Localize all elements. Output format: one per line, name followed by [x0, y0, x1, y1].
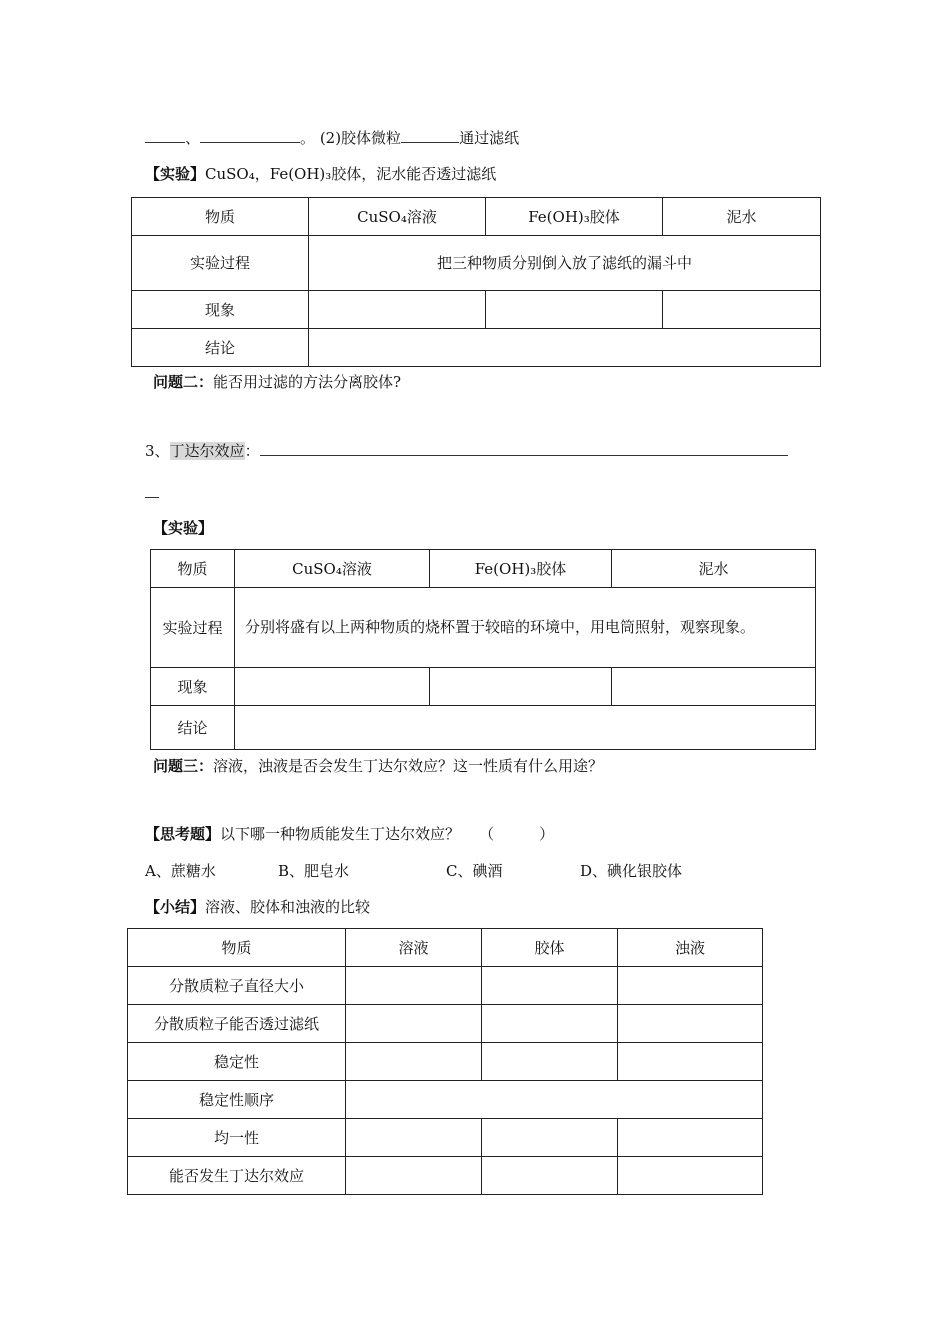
row-label: 实验过程	[151, 588, 235, 668]
process-text: 分别将盛有以上两种物质的烧杯置于较暗的环境中，用电筒照射，观察现象。	[235, 588, 816, 668]
highlighted-term: 丁达尔效应	[169, 442, 245, 460]
answer-cell[interactable]	[346, 1119, 482, 1157]
experiment-2-table	[150, 549, 816, 750]
answer-cell[interactable]	[482, 1119, 618, 1157]
experiment-1-heading: 【实验】CuSO₄，Fe(OH)₃胶体，泥水能否透过滤纸	[145, 165, 497, 183]
row-label: 稳定性	[128, 1043, 346, 1081]
answer-cell[interactable]	[482, 1043, 618, 1081]
option-d: D、碘化银胶体	[580, 862, 683, 880]
row-label: 现象	[151, 668, 235, 706]
table-header: 泥水	[663, 198, 821, 236]
row-label: 均一性	[128, 1119, 346, 1157]
table-header: 溶液	[346, 929, 482, 967]
row-label: 实验过程	[132, 236, 309, 291]
answer-cell[interactable]	[346, 1081, 763, 1119]
question-2: 问题二：能否用过滤的方法分离胶体?	[153, 373, 402, 391]
summary-table	[127, 928, 763, 1195]
answer-cell[interactable]	[235, 668, 430, 706]
answer-cell[interactable]	[618, 1157, 763, 1195]
answer-blank[interactable]	[145, 129, 185, 143]
row-label: 现象	[132, 291, 309, 329]
answer-cell[interactable]	[346, 1043, 482, 1081]
answer-cell[interactable]	[663, 291, 821, 329]
row-label: 分散质粒子直径大小	[128, 967, 346, 1005]
answer-cell[interactable]	[430, 668, 612, 706]
row-label: 分散质粒子能否透过滤纸	[128, 1005, 346, 1043]
answer-cell[interactable]	[482, 1157, 618, 1195]
experiment-2-heading: 【实验】	[153, 519, 214, 537]
process-text: 把三种物质分别倒入放了滤纸的漏斗中	[309, 236, 821, 291]
answer-cell[interactable]	[309, 291, 486, 329]
option-a: A、蔗糖水	[145, 862, 216, 880]
table-header: Fe(OH)₃胶体	[486, 198, 663, 236]
table-header: 浊液	[618, 929, 763, 967]
answer-cell[interactable]	[618, 1119, 763, 1157]
row-label: 能否发生丁达尔效应	[128, 1157, 346, 1195]
option-b: B、肥皂水	[278, 862, 350, 880]
table-header: CuSO₄溶液	[309, 198, 486, 236]
answer-cell[interactable]	[612, 668, 816, 706]
answer-cell[interactable]	[235, 706, 816, 750]
row-label: 稳定性顺序	[128, 1081, 346, 1119]
answer-cell[interactable]	[486, 291, 663, 329]
summary-heading: 【小结】溶液、胶体和浊液的比较	[145, 898, 371, 916]
answer-cell[interactable]	[618, 967, 763, 1005]
answer-cell[interactable]	[309, 329, 821, 367]
table-header: 泥水	[612, 550, 816, 588]
think-question: 【思考题】以下哪一种物质能发生丁达尔效应？ （ ）	[145, 825, 555, 843]
table-header: Fe(OH)₃胶体	[430, 550, 612, 588]
answer-cell[interactable]	[618, 1005, 763, 1043]
answer-cell[interactable]	[346, 1005, 482, 1043]
answer-cell[interactable]	[618, 1043, 763, 1081]
row-label: 结论	[151, 706, 235, 750]
answer-blank[interactable]	[200, 129, 300, 143]
table-header: 物质	[128, 929, 346, 967]
question-3: 问题三：溶液，浊液是否会发生丁达尔效应？这一性质有什么用途？	[153, 757, 604, 775]
answer-blank-continued[interactable]	[145, 497, 159, 498]
answer-blank[interactable]	[401, 129, 459, 143]
answer-cell[interactable]	[482, 1005, 618, 1043]
answer-cell[interactable]	[482, 967, 618, 1005]
table-header: 物质	[151, 550, 235, 588]
experiment-1-table	[131, 197, 821, 367]
table-header: 胶体	[482, 929, 618, 967]
answer-cell[interactable]	[346, 1157, 482, 1195]
answer-paren[interactable]: （ ）	[479, 825, 555, 843]
answer-cell[interactable]	[346, 967, 482, 1005]
table-header: 物质	[132, 198, 309, 236]
row-label: 结论	[132, 329, 309, 367]
option-c: C、碘酒	[446, 862, 503, 880]
tyndall-line: 3、丁达尔效应：	[145, 440, 788, 461]
fill-in-line-1: 、 。 (2)胶体微粒 通过滤纸	[145, 127, 519, 148]
table-header: CuSO₄溶液	[235, 550, 430, 588]
answer-blank[interactable]	[260, 442, 788, 456]
